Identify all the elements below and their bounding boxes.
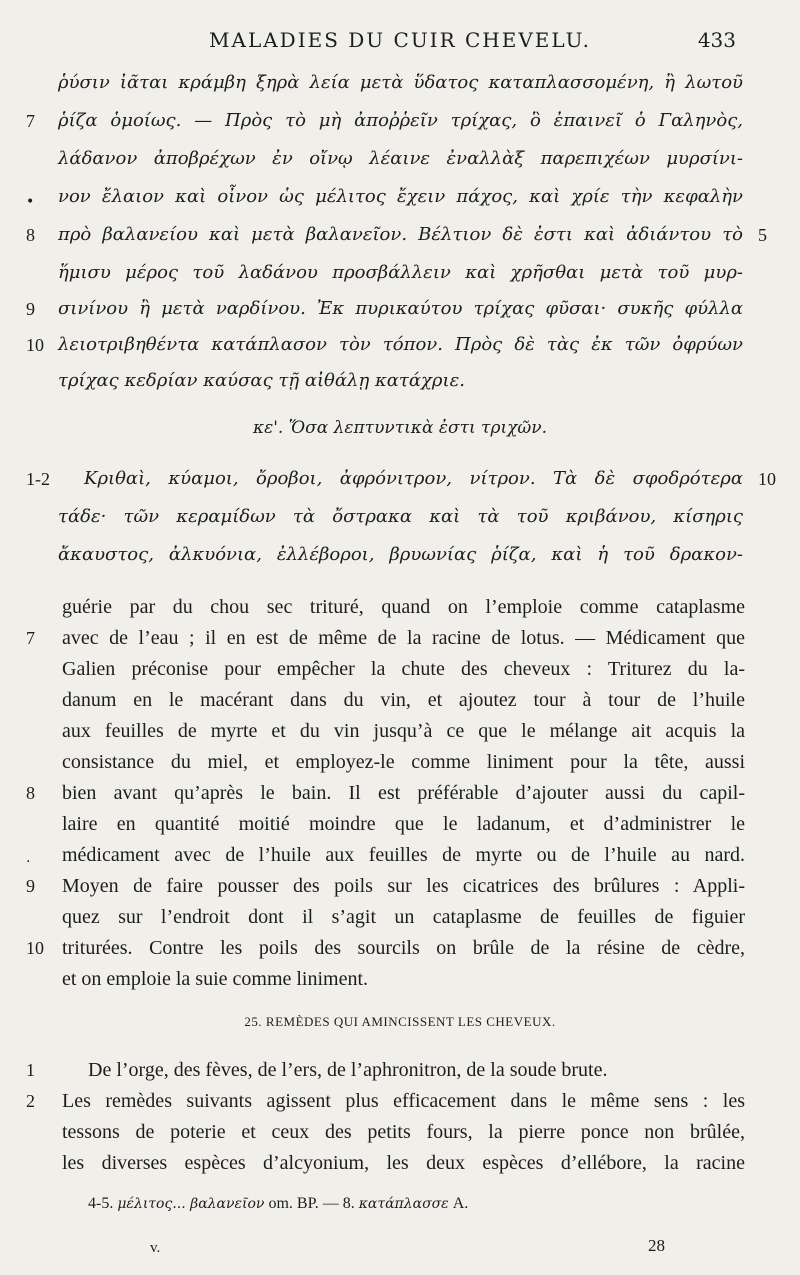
french-section-heading: 25. REMÈDES QUI AMINCISSENT LES CHEVEUX. <box>244 1014 556 1029</box>
greek-line-text: σινίνου ἢ μετὰ ναρδίνου. Ἐκ πυρικαύτου τρίχας φῦσαι· συκῆς φύλλα <box>58 298 743 319</box>
greek-line <box>0 292 800 326</box>
signature-mark: v. <box>150 1240 161 1256</box>
french-line <box>0 590 800 624</box>
line-number-left: 1 <box>26 1060 35 1080</box>
greek-line-text: Κριθαὶ, κύαμοι, ὄροβοι, ἀφρόνιτρον, νίτρον. Τὰ δὲ σφοδρότερα <box>84 468 743 489</box>
margin-mark: • <box>26 194 35 210</box>
greek-line <box>0 142 800 176</box>
french-line <box>0 621 800 655</box>
french-line <box>0 931 800 965</box>
french-line-text: bien avant qu’après le bain. Il est préférable d’ajouter aussi du capil- <box>62 782 745 804</box>
french-line <box>0 1084 800 1118</box>
french-line-text: quez sur l’endroit dont il s’agit un cataplasme de feuilles de figuier <box>62 906 745 928</box>
french-line <box>0 1146 800 1180</box>
page-number: 433 <box>697 28 736 52</box>
greek-line-text: λάδανον ἀποβρέχων ἐν οἴνῳ λέαινε ἐναλλὰξ παρεπιχέων μυρσίνι- <box>58 148 743 169</box>
french-line-text: avec de l’eau ; il en est de même de la racine de lotus. — Médicament que <box>62 627 745 649</box>
greek-line-text: ῥίζα ὁμοίως. — Πρὸς τὸ μὴ ἀποῤῥεῖν τρίχας, ὃ ἐπαινεῖ ὁ Γαληνὸς, <box>58 110 743 131</box>
greek-line <box>0 462 800 496</box>
french-line-text: Moyen de faire pousser des poils sur les cicatrices des brûlures : Appli- <box>62 875 745 897</box>
french-line-text: triturées. Contre les poils des sourcils on brûle de la résine de cèdre, <box>62 937 745 959</box>
french-line <box>0 1115 800 1149</box>
french-line-text: les diverses espèces d’alcyonium, les deux espèces d’ellébore, la racine <box>62 1152 745 1174</box>
line-number-left: 10 <box>26 938 44 958</box>
greek-line-text: νον ἔλαιον καὶ οἶνον ὡς μέλιτος ἔχειν πάχος, καὶ χρίε τὴν κεφαλὴν <box>58 186 743 207</box>
greek-line-text: ῥύσιν ἰᾶται κράμβη ξηρὰ λεία μετὰ ὕδατος καταπλασσομένη, ἢ λωτοῦ <box>58 72 743 93</box>
line-number-left: 8 <box>26 225 35 245</box>
line-number-left: 2 <box>26 1091 35 1111</box>
french-line-text: tessons de poterie et ceux des petits fours, la pierre ponce non brûlée, <box>62 1121 745 1143</box>
line-number-left: 9 <box>26 299 35 319</box>
french-line <box>0 869 800 903</box>
greek-line <box>0 328 800 362</box>
greek-line <box>0 66 800 100</box>
margin-mark: . <box>26 850 31 866</box>
line-number-right: 5 <box>758 225 767 245</box>
french-line <box>0 714 800 748</box>
french-line-text: De l’orge, des fèves, de l’ers, de l’aphronitron, de la soude brute. <box>88 1059 608 1081</box>
greek-line <box>0 538 800 572</box>
greek-line <box>0 256 800 290</box>
french-line <box>0 962 800 996</box>
french-line-text: Les remèdes suivants agissent plus efficacement dans le même sens : les <box>62 1090 745 1112</box>
greek-line-text: ἄκαυστος, ἀλκυόνια, ἐλλέβοροι, βρυωνίας ῥίζα, καὶ ἡ τοῦ δρακον- <box>58 544 743 565</box>
greek-line <box>0 104 800 138</box>
footnote-text: A. <box>452 1195 469 1212</box>
greek-line-text: πρὸ βαλανείου καὶ μετὰ βαλανεῖον. Βέλτιον δὲ ἐστι καὶ ἀδιάντου τὸ <box>58 224 743 245</box>
greek-line-text: τρίχας κεδρίαν καύσας τῇ αἰθάλῃ κατάχριε. <box>58 370 465 391</box>
greek-line <box>0 364 800 398</box>
line-number-left: 10 <box>26 335 44 355</box>
french-line <box>0 683 800 717</box>
french-line-text: Galien préconise pour empêcher la chute des cheveux : Triturez du la- <box>62 658 745 680</box>
french-line <box>0 900 800 934</box>
french-line-text: et on emploie la suie comme liniment. <box>62 968 369 990</box>
greek-line <box>0 500 800 534</box>
french-line-text: laire en quantité moitié moindre que le ladanum, et d’administrer le <box>62 813 745 835</box>
french-line-text: guérie par du chou sec trituré, quand on l’emploie comme cataplasme <box>62 596 745 618</box>
french-line <box>0 1053 800 1087</box>
french-line <box>0 652 800 686</box>
footnote-greek: μέλιτος... βαλανεῖον <box>117 1196 265 1212</box>
footnote-ref: 4-5. <box>88 1195 114 1212</box>
french-line-text: médicament avec de l’huile aux feuilles de myrte ou de l’huile au nard. <box>62 844 745 866</box>
line-number-right: 10 <box>758 469 776 489</box>
line-number-left: 8 <box>26 783 35 803</box>
footnote <box>88 1195 468 1213</box>
french-line <box>0 745 800 779</box>
greek-line-text: λειοτριβηθέντα κατάπλασον τὸν τόπον. Πρὸς δὲ τὰς ἐκ τῶν ὀφρύων <box>58 334 743 355</box>
running-header-title: MALADIES DU CUIR CHEVELU. <box>209 28 591 52</box>
footnote-text: om. BP. — 8. <box>268 1195 355 1212</box>
line-number-left: 7 <box>26 111 35 131</box>
french-line-text: consistance du miel, et employez-le comme liniment pour la tête, aussi <box>62 751 745 773</box>
signature-number: 28 <box>648 1236 665 1255</box>
line-number-left: 7 <box>26 628 35 648</box>
greek-line-text: τάδε· τῶν κεραμίδων τὰ ὄστρακα καὶ τὰ τοῦ κριβάνου, κίσηρις <box>58 506 743 527</box>
greek-line <box>0 218 800 252</box>
french-line <box>0 776 800 810</box>
footnote-greek: κατάπλασσε <box>358 1196 449 1212</box>
line-number-left: 9 <box>26 876 35 896</box>
greek-line-text: ἥμισυ μέρος τοῦ λαδάνου προσβάλλειν καὶ χρῆσθαι μετὰ τοῦ μυρ- <box>58 262 743 283</box>
french-line <box>0 807 800 841</box>
line-number-left: 1-2 <box>26 469 50 489</box>
french-line-text: danum en le macérant dans du vin, et ajoutez tour à tour de l’huile <box>62 689 745 711</box>
french-line-text: aux feuilles de myrte et du vin jusqu’à ce que le mélange ait acquis la <box>62 720 745 742</box>
french-line <box>0 838 800 872</box>
greek-line <box>0 180 800 214</box>
greek-section-heading: κε'. Ὅσα λεπτυντικὰ ἐστι τριχῶν. <box>252 418 548 438</box>
